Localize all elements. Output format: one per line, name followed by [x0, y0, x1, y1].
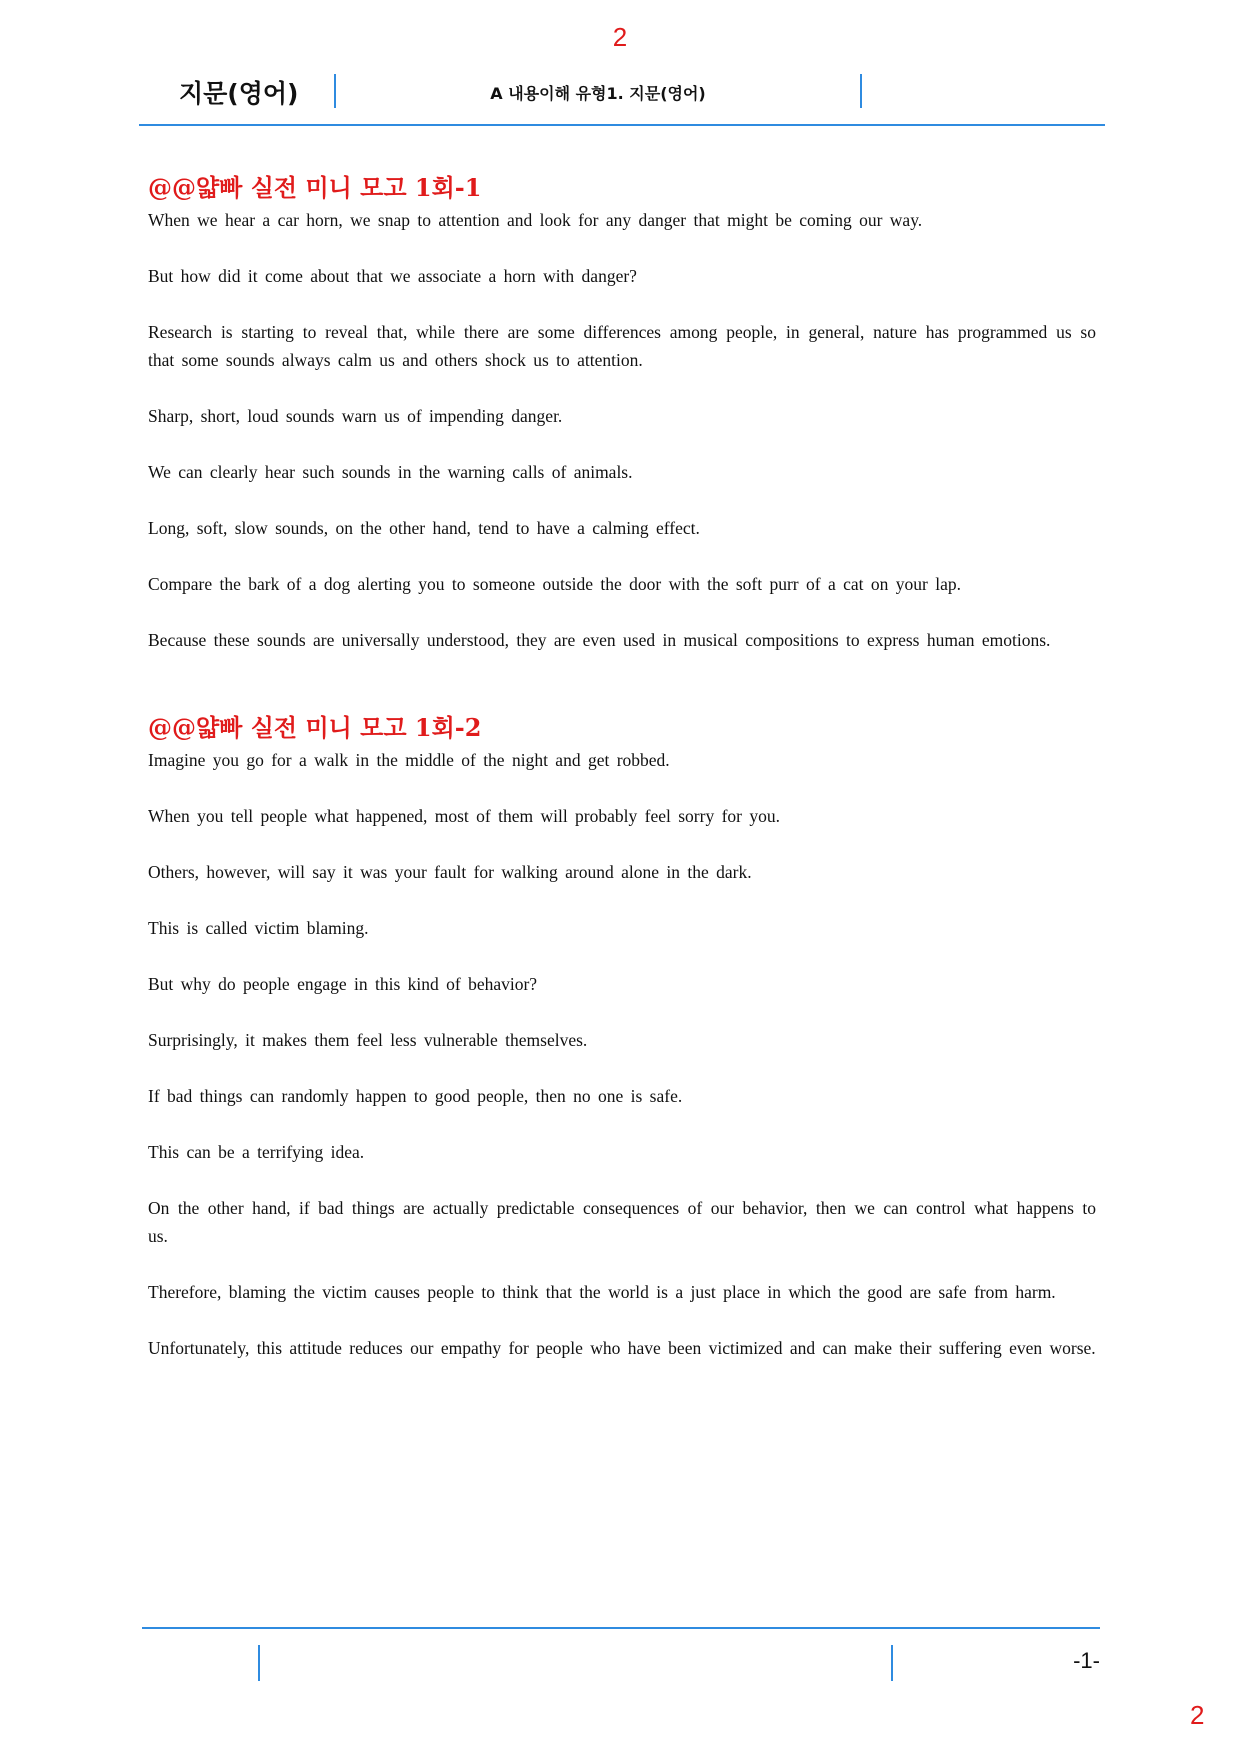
passage-sentence: Because these sounds are universally understood, they are even used in musical compositions to express human emotions.	[148, 630, 1051, 650]
passage-sentence: If bad things can randomly happen to good people, then no one is safe.	[148, 1086, 683, 1106]
passage-sentence: Research is starting to reveal that, while there are some differences among people, in general, nature has programmed us so that some sounds always calm us and others shock us to attention.	[148, 322, 1096, 370]
passage-section-2	[148, 712, 1096, 1362]
passage-sentence: On the other hand, if bad things are actually predictable consequences of our behavior, then we can control what happens to us.	[148, 1198, 1096, 1246]
top-page-number: 2	[612, 22, 628, 52]
passage-sentence: But why do people engage in this kind of behavior?	[148, 974, 538, 994]
footer-rule	[142, 1627, 1100, 1629]
header-subtitle: A 내용이해 유형1. 지문(영어)	[490, 84, 706, 103]
footer-divider-right	[891, 1645, 893, 1681]
passage-sentence: This is called victim blaming.	[148, 918, 369, 938]
passage-sentence: Sharp, short, loud sounds warn us of impending danger.	[148, 406, 563, 426]
passage-sentence: Long, soft, slow sounds, on the other hand, tend to have a calming effect.	[148, 518, 700, 538]
passage-title: @@얇빠 실전 미니 모고 1회-1	[148, 173, 482, 202]
document-body	[148, 172, 1096, 1390]
passage-sentence: When we hear a car horn, we snap to attention and look for any danger that might be coming our way.	[148, 210, 923, 230]
passage-sentence: Imagine you go for a walk in the middle of the night and get robbed.	[148, 750, 670, 770]
corner-page-number: 2	[1190, 1700, 1205, 1730]
passage-section-1	[148, 172, 1096, 654]
passage-sentence: We can clearly hear such sounds in the warning calls of animals.	[148, 462, 633, 482]
passage-sentence: Therefore, blaming the victim causes people to think that the world is a just place in which the good are safe from harm.	[148, 1282, 1056, 1302]
page-header	[139, 72, 1105, 126]
footer-divider-left	[258, 1645, 260, 1681]
footer-page-number: -1-	[1073, 1648, 1100, 1673]
header-title: 지문(영어)	[179, 79, 299, 108]
passage-sentence: Others, however, will say it was your fault for walking around alone in the dark.	[148, 862, 752, 882]
passage-sentence: But how did it come about that we associate a horn with danger?	[148, 266, 637, 286]
header-divider-right	[860, 74, 862, 108]
passage-sentence: This can be a terrifying idea.	[148, 1142, 365, 1162]
passage-sentence: Compare the bark of a dog alerting you to someone outside the door with the soft purr of a cat on your lap.	[148, 574, 961, 594]
passage-title: @@얇빠 실전 미니 모고 1회-2	[148, 713, 482, 742]
passage-sentence: Surprisingly, it makes them feel less vulnerable themselves.	[148, 1030, 588, 1050]
passage-sentence: When you tell people what happened, most of them will probably feel sorry for you.	[148, 806, 780, 826]
passage-sentence: Unfortunately, this attitude reduces our empathy for people who have been victimized and can make their suffering even worse.	[148, 1338, 1096, 1358]
